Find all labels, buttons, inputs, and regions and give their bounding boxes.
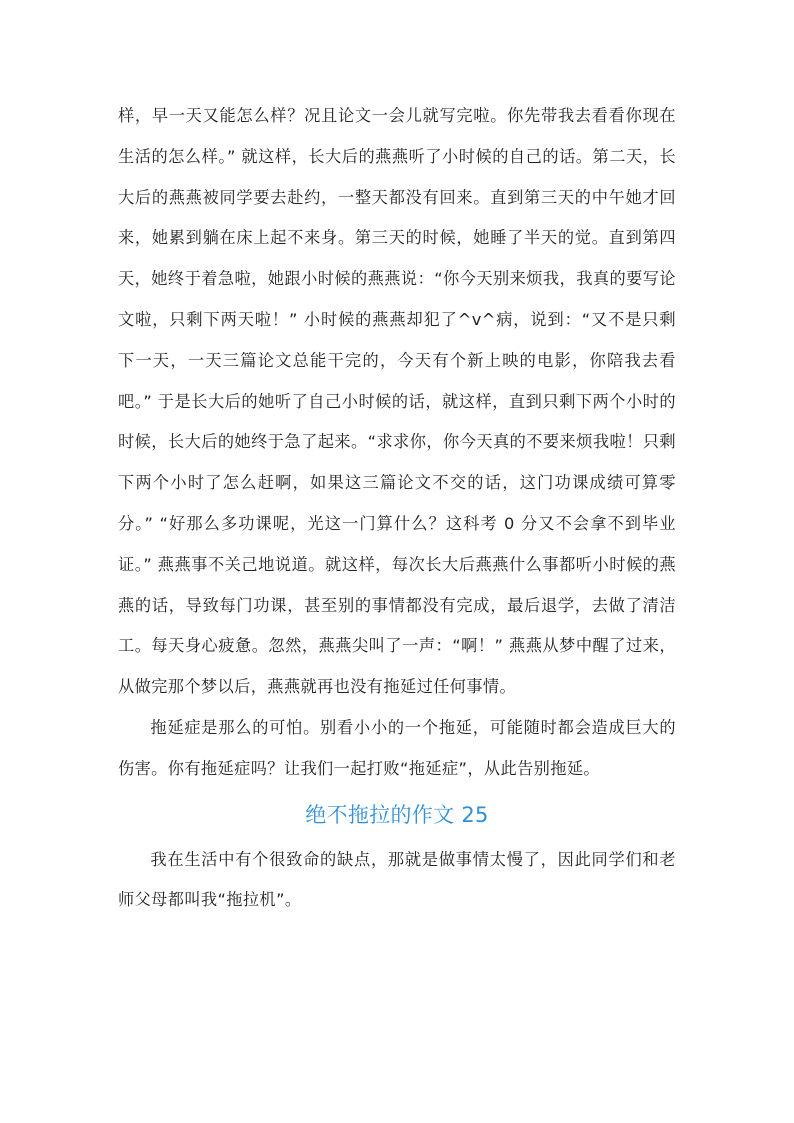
document-body xyxy=(118,96,676,921)
conclusion-paragraph: 拖延症是那么的可怕。别看小小的一个拖延，可能随时都会造成巨大的伤害。你有拖延症吗？让我们一起打败“拖延症”，从此告别拖延。 xyxy=(118,717,676,778)
essay-heading: 绝不拖拉的作文 25 xyxy=(305,802,489,827)
story-paragraph: 样，早一天又能怎么样？况且论文一会儿就写完啦。你先带我去看看你现在生活的怎么样。” 就这样，长大后的燕燕听了小时候的自己的话。第二天，长大后的燕燕被同学要去赴约，一整天都没有回来。直到第三天的中午她才回来，她累到躺在床上起不来身。第三天的时候，她睡了半天的觉。直到第四天，她终于着急啦，她跟小时候的燕燕说：“你今天别来烦我，我真的要写论文啦，只剩下两天啦！” 小时候的燕燕却犯了^v^病，说到：“又不是只剩下一天，一天三篇论文总能干完的，今天有个新上映的电影，你陪我去看吧。” 于是长大后的她听了自己小时候的话，就这样，直到只剩下两个小时的时候，长大后的她终于急了起来。“求求你，你今天真的不要来烦我啦！只剩下两个小时了怎么赶啊，如果这三篇论文不交的话，这门功课成绩可算零分。” “好那么多功课呢，光这一门算什么？这科考 0 分又不会拿不到毕业证。” 燕燕事不关己地说道。就这样，每次长大后燕燕什么事都听小时候的燕燕的话，导致每门功课，甚至别的事情都没有完成，最后退学，去做了清洁工。每天身心疲惫。忽然，燕燕尖叫了一声：“啊！” 燕燕从梦中醒了过来，从做完那个梦以后，燕燕就再也没有拖延过任何事情。 xyxy=(118,106,676,697)
essay-intro-paragraph: 我在生活中有个很致命的缺点，那就是做事情太慢了，因此同学们和老师父母都叫我“拖拉机”。 xyxy=(118,849,676,910)
